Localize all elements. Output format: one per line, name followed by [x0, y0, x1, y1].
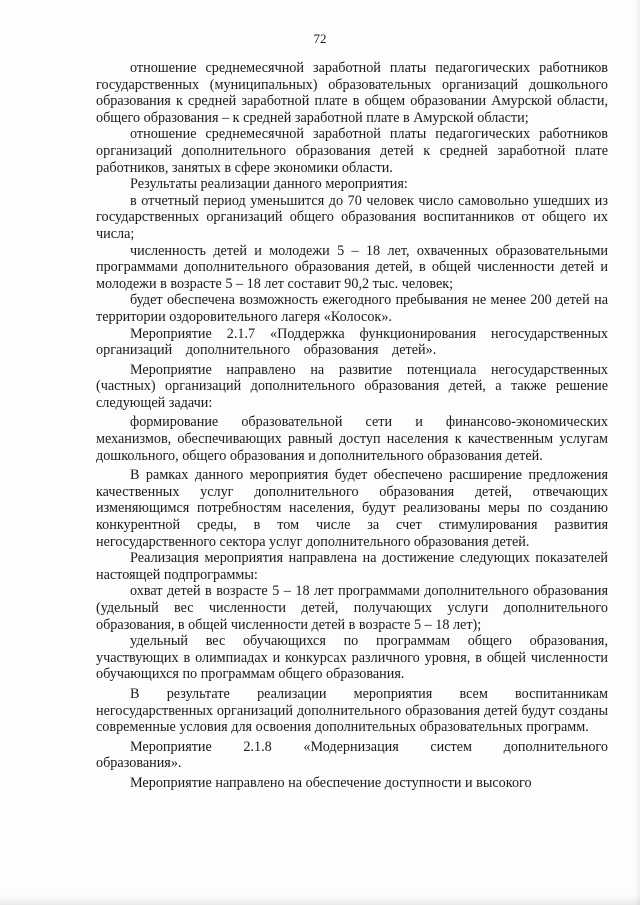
scan-edge-right [634, 0, 640, 905]
paragraph-result-camp: будет обеспечена возможность ежегодного пребывания не менее 200 детей на территории оздоровительного лагеря «Колосок». [96, 292, 608, 325]
scan-edge-bottom [0, 895, 640, 905]
paragraph-measure-2-1-7-outcome: В результате реализации мероприятия всем воспитанникам негосударственных организаций дополнительного образования детей будут созданы современные условия для освоения дополнительных образовательных программ. [96, 685, 608, 736]
paragraph-measure-2-1-8-purpose: Мероприятие направлено на обеспечение доступности и высокого [130, 774, 532, 791]
paragraph-measure-2-1-7-purpose: Мероприятие направлено на развитие потенциала негосударственных (частных) организаций дополнительного образования детей, а также решение следующей задачи: [96, 361, 608, 411]
paragraph-measure-2-1-7-title: Мероприятие 2.1.7 «Поддержка функционирования негосударственных организаций дополнительного образования детей». [96, 325, 608, 359]
paragraph-results-heading: Результаты реализации данного мероприятия: [130, 176, 408, 193]
paragraph-measure-2-1-8-title: Мероприятие 2.1.8 «Модернизация систем дополнительного образования». [96, 738, 608, 772]
paragraph-salary-ratio-preschool: отношение среднемесячной заработной платы педагогических работников государственных (муниципальных) образовательных организаций дошкольного образования к средней заработной плате в общем образовании Амурской области, общего образования – к средней заработной плате в Амурской области; [96, 60, 608, 126]
paragraph-result-youth-coverage: численность детей и молодежи 5 – 18 лет, охваченных образовательными программами дополнительного образования детей, в общей численности детей и молодежи в возрасте 5 – 18 лет составит 90,2 тыс. человек; [96, 242, 608, 292]
paragraph-indicators-intro: Реализация мероприятия направлена на достижение следующих показателей настоящей подпрограммы: [96, 550, 608, 583]
page-number: 72 [313, 31, 327, 46]
paragraph-indicator-coverage: охват детей в возрасте 5 – 18 лет программами дополнительного образования (удельный вес численности детей, получающих услуги дополнительного образования, в общей численности детей в возрасте 5 – 18 лет); [96, 583, 608, 633]
paragraph-salary-ratio-additional: отношение среднемесячной заработной платы педагогических работников организаций дополнительного образования детей к средней заработной плате работников, занятых в сфере экономики области. [96, 126, 608, 176]
paragraph-task-network: формирование образовательной сети и финансово-экономических механизмов, обеспечивающих равный доступ населения к качественным услугам дошкольного, общего образования и дополнительного образования детей. [96, 414, 608, 464]
paragraph-indicator-olympiads: удельный вес обучающихся по программам общего образования, участвующих в олимпиадах и конкурсах различного уровня, в общей численности обучающихся по программам общего образования. [96, 633, 608, 683]
document-body [96, 60, 608, 792]
paragraph-measure-2-1-7-framework: В рамках данного мероприятия будет обеспечено расширение предложения качественных услуг дополнительного образования детей, отвечающих изменяющимся потребностям населения, будут реализованы меры по созданию конкурентной среды, в том числе за счет стимулирования развития негосударственного сектора услуг дополнительного образования детей. [96, 467, 608, 550]
paragraph-result-runaways: в отчетный период уменьшится до 70 человек число самовольно ушедших из государственных организаций общего образования воспитанников от общего их числа; [96, 192, 608, 242]
